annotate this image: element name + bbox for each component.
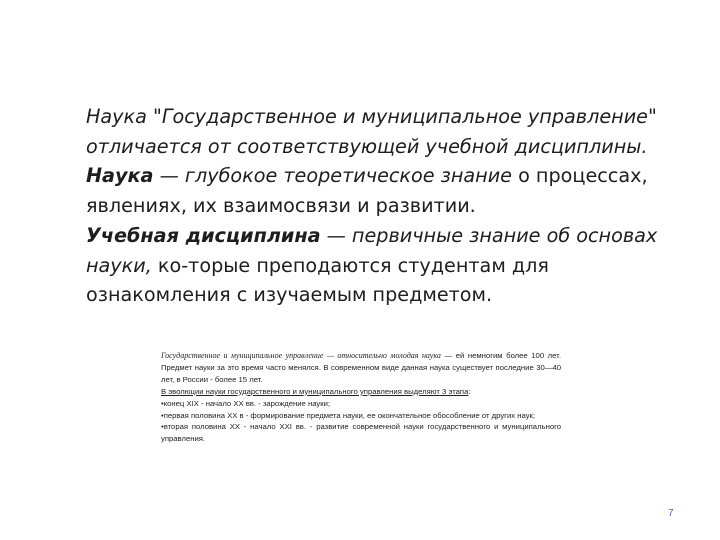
footnote-lead: Государственное и муниципальное управление — относительно молодая наука — [161, 351, 441, 360]
stages-heading — [161, 386, 561, 398]
stage-item: •вторая половина XX - начало XXI вв. - развитие современной науки государственного и муниципального управления. — [161, 422, 561, 444]
footnote-intro-rest: — ей немногим более 100 лет. Предмет науки за это время часто менялся. В современном виде данная наука существует последние 30—40 лет, в России - более 15 лет. — [161, 351, 561, 384]
stage-item: •первая половина XX в - формирование предмета науки, ее окончательное обособление от других наук; — [161, 410, 536, 420]
footnote-intro — [161, 350, 561, 386]
science-definition-italic: — глубокое теоретическое знание — [153, 164, 512, 188]
stages-heading-text: В эволюции науки государственного и муниципального управления выделяют 3 этапа — [161, 386, 469, 396]
footnote-block — [161, 350, 561, 445]
discipline-definition-rest: ко-торые преподаются студентам для ознакомления с изучаемым предметом. — [86, 253, 549, 307]
science-definition-rest: о процессах, явлениях, их взаимосвязи и развитии. — [86, 164, 648, 218]
discipline-definition-italic: — первичные знание об основах науки, — [86, 223, 658, 277]
discipline-definition — [86, 221, 686, 310]
stages-heading-colon: : — [468, 386, 471, 396]
discipline-term: Учебная дисциплина — [86, 223, 321, 247]
science-definition — [86, 161, 686, 220]
page-number: 7 — [668, 508, 674, 519]
intro-paragraph: Наука "Государственное и муниципальное управление" отличается от соответствующей учебной дисциплины. — [86, 105, 657, 158]
science-term: Наука — [86, 164, 154, 188]
main-text-block — [86, 102, 686, 310]
stage-item: •конец XIX - начало XX вв. - зарождение науки; — [161, 398, 331, 408]
